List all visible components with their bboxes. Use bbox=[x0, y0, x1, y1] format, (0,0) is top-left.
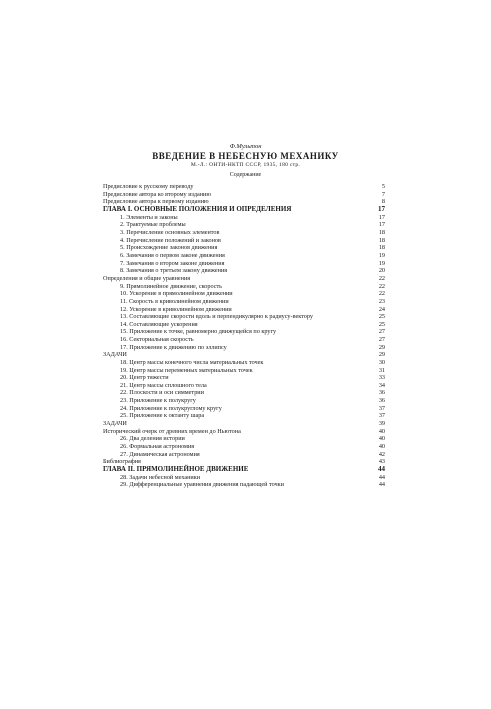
toc-entry-page: 25 bbox=[378, 313, 385, 321]
toc-entry-page: 22 bbox=[378, 282, 385, 290]
toc-entry-page: 8 bbox=[381, 198, 385, 206]
toc-entry-title: 17. Приложение к движению по эллипсу bbox=[120, 343, 227, 351]
toc-entry-page: 36 bbox=[378, 389, 385, 397]
toc-entry-page: 44 bbox=[378, 481, 385, 489]
toc-entry-page: 23 bbox=[378, 297, 385, 305]
toc-entry bbox=[103, 321, 385, 329]
toc-entry bbox=[103, 328, 385, 336]
toc-entry bbox=[103, 237, 385, 245]
toc-entry bbox=[103, 191, 385, 199]
toc-entry bbox=[103, 221, 385, 229]
toc-entry bbox=[103, 412, 385, 420]
toc-entry bbox=[103, 451, 385, 459]
toc-entry bbox=[103, 244, 385, 252]
toc-entry-page: 17 bbox=[378, 213, 385, 221]
toc-entry bbox=[103, 474, 385, 482]
toc-entry bbox=[103, 260, 385, 268]
toc-entry bbox=[103, 275, 385, 283]
toc-entry-page: 7 bbox=[381, 190, 385, 198]
toc-entry-title: Предисловие автора к первому изданию bbox=[103, 198, 209, 206]
toc-entry-page: 18 bbox=[378, 244, 385, 252]
toc-entry-page: 37 bbox=[378, 404, 385, 412]
toc-entry-page: 22 bbox=[378, 274, 385, 282]
toc-entry bbox=[103, 428, 385, 436]
toc-entry-page: 40 bbox=[378, 427, 385, 435]
toc-entry-title: Библиография bbox=[103, 458, 141, 466]
toc-entry-title: Предисловие автора ко второму изданию bbox=[103, 190, 211, 198]
toc-entry-title: 25. Приложение к октанту шара bbox=[120, 412, 205, 420]
toc-entry-page: 29 bbox=[378, 351, 385, 359]
toc-entry bbox=[103, 435, 385, 443]
toc-entry-title: 3. Перечисление основных элементов bbox=[120, 228, 220, 236]
publication-info: М.-Л.: ОНТИ-НКТП СССР, 1935, 180 стр. bbox=[190, 162, 301, 168]
toc-entry-title: 2. Трактуемые проблемы bbox=[120, 221, 186, 229]
toc-entry-title: 8. Замечания о третьем закону движения bbox=[120, 267, 228, 275]
toc-entry bbox=[103, 336, 385, 344]
toc-entry-page: 33 bbox=[378, 374, 385, 382]
toc-entry-title: 29. Дифференциальные уравнения движения падающей точки bbox=[120, 481, 284, 489]
toc-entry-title: ГЛАВА II. ПРЯМОЛИНЕЙНОЕ ДВИЖЕНИЕ bbox=[103, 465, 249, 474]
toc-entry-title: 18. Центр массы конечного числа материальных точек bbox=[120, 358, 264, 366]
toc-entry bbox=[103, 306, 385, 314]
toc-entry-title: 21. Центр массы сплошного тела bbox=[120, 381, 207, 389]
toc-entry bbox=[103, 267, 385, 275]
toc-entry-page: 19 bbox=[378, 251, 385, 259]
book-title: ВВЕДЕНИЕ В НЕБЕСНУЮ МЕХАНИКУ bbox=[152, 151, 339, 161]
toc-entry bbox=[103, 252, 385, 260]
toc-entry-page: 31 bbox=[378, 366, 385, 374]
toc-entry-page: 36 bbox=[378, 397, 385, 405]
toc-entry-page: 19 bbox=[378, 259, 385, 267]
toc-entry-page: 40 bbox=[378, 443, 385, 451]
toc-entry bbox=[103, 405, 385, 413]
toc-entry-title: 27. Динамическая астрономия bbox=[120, 450, 200, 458]
toc-entry-page: 27 bbox=[378, 335, 385, 343]
author: Ф.Мультон bbox=[229, 143, 262, 150]
toc-entry-title: ЗАДАЧИ bbox=[103, 351, 127, 359]
toc-entry-title: 14. Составляющие ускорения bbox=[120, 320, 198, 328]
toc-entry-page: 18 bbox=[378, 236, 385, 244]
toc-entry-page: 27 bbox=[378, 328, 385, 336]
toc-entry-title: Определения и общие уравнения bbox=[103, 274, 191, 282]
toc-entry-title: 19. Центр массы переменных материальных точек bbox=[120, 366, 253, 374]
toc-entry bbox=[103, 214, 385, 222]
toc-entry-title: 12. Ускорение в криволинейном движении bbox=[120, 305, 232, 313]
table-of-contents bbox=[103, 183, 385, 489]
toc-entry-title: 7. Замечания о втором законе движения bbox=[120, 259, 225, 267]
toc-entry bbox=[103, 344, 385, 352]
toc-entry-title: 20. Центр тяжести bbox=[120, 374, 169, 382]
toc-entry-page: 17 bbox=[378, 204, 385, 213]
contents-heading: Содержание bbox=[229, 172, 262, 178]
toc-entry-page: 24 bbox=[378, 305, 385, 313]
toc-entry bbox=[103, 183, 385, 191]
document-header bbox=[0, 143, 491, 179]
toc-entry-title: 5. Происхождение законов движения bbox=[120, 244, 218, 252]
toc-entry bbox=[103, 397, 385, 405]
toc-entry-title: 28. Задачи небесной механики bbox=[120, 473, 201, 481]
toc-entry-page: 37 bbox=[378, 412, 385, 420]
toc-entry bbox=[103, 229, 385, 237]
toc-entry bbox=[103, 351, 385, 359]
toc-entry bbox=[103, 298, 385, 306]
toc-entry-page: 22 bbox=[378, 290, 385, 298]
toc-entry-title: 6. Замечания о первом законе движения bbox=[120, 251, 225, 259]
toc-entry-title: 16. Секториальная скорость bbox=[120, 335, 194, 343]
toc-entry bbox=[103, 443, 385, 451]
toc-entry bbox=[103, 206, 385, 214]
toc-entry bbox=[103, 481, 385, 489]
toc-entry-page: 44 bbox=[378, 465, 385, 474]
toc-entry-page: 39 bbox=[378, 420, 385, 428]
toc-entry bbox=[103, 290, 385, 298]
toc-entry bbox=[103, 466, 385, 474]
toc-entry-title: 23. Приложение к полукругу bbox=[120, 397, 196, 405]
toc-entry-title: 1. Элементы и законы bbox=[120, 213, 178, 221]
toc-entry-page: 5 bbox=[381, 183, 385, 190]
toc-entry-page: 29 bbox=[378, 343, 385, 351]
toc-entry bbox=[103, 313, 385, 320]
toc-entry bbox=[103, 420, 385, 428]
toc-entry bbox=[103, 283, 385, 291]
toc-entry-page: 42 bbox=[378, 450, 385, 458]
toc-entry bbox=[103, 367, 385, 375]
toc-entry-title: 9. Прямолинейное движение, скорость bbox=[120, 282, 222, 290]
toc-entry-page: 30 bbox=[378, 358, 385, 366]
toc-entry-title: 26. Формальная астрономия bbox=[120, 443, 195, 451]
toc-entry-title: 15. Приложение к точке, равномерно движущейся по кругу bbox=[120, 328, 277, 336]
toc-entry-title: 4. Перечисление положений и законов bbox=[120, 236, 221, 244]
toc-entry-page: 43 bbox=[378, 458, 385, 466]
toc-entry bbox=[103, 389, 385, 397]
toc-entry-page: 20 bbox=[378, 267, 385, 275]
toc-entry-title: 10. Ускорение в прямолинейном движении bbox=[120, 290, 233, 298]
toc-entry bbox=[103, 374, 385, 382]
toc-entry-page: 25 bbox=[378, 320, 385, 328]
toc-entry-title: ЗАДАЧИ bbox=[103, 420, 127, 428]
toc-entry-title: Исторический очерк от древних времен до Ньютона bbox=[103, 427, 241, 435]
toc-entry-page: 34 bbox=[378, 381, 385, 389]
toc-entry bbox=[103, 359, 385, 367]
toc-entry bbox=[103, 382, 385, 390]
toc-entry-page: 17 bbox=[378, 221, 385, 229]
toc-entry-title: 22. Плоскости и оси симметрии bbox=[120, 389, 204, 397]
toc-entry-title: 11. Скорость в криволинейном движении bbox=[120, 297, 229, 305]
toc-entry-page: 18 bbox=[378, 228, 385, 236]
toc-entry-page: 40 bbox=[378, 435, 385, 443]
toc-entry-page: 44 bbox=[378, 473, 385, 481]
toc-entry-title: 26. Два деления истории bbox=[120, 435, 185, 443]
toc-entry-title: 13. Составляющие скорости вдоль и перпендикулярно к радиусу-вектору bbox=[120, 313, 313, 321]
toc-entry-title: ГЛАВА I. ОСНОВНЫЕ ПОЛОЖЕНИЯ И ОПРЕДЕЛЕНИЯ bbox=[103, 204, 292, 213]
toc-entry-title: 24. Приложение к полукруглому кругу bbox=[120, 404, 222, 412]
toc-entry-title: Предисловие к русскому переводу bbox=[103, 183, 194, 190]
